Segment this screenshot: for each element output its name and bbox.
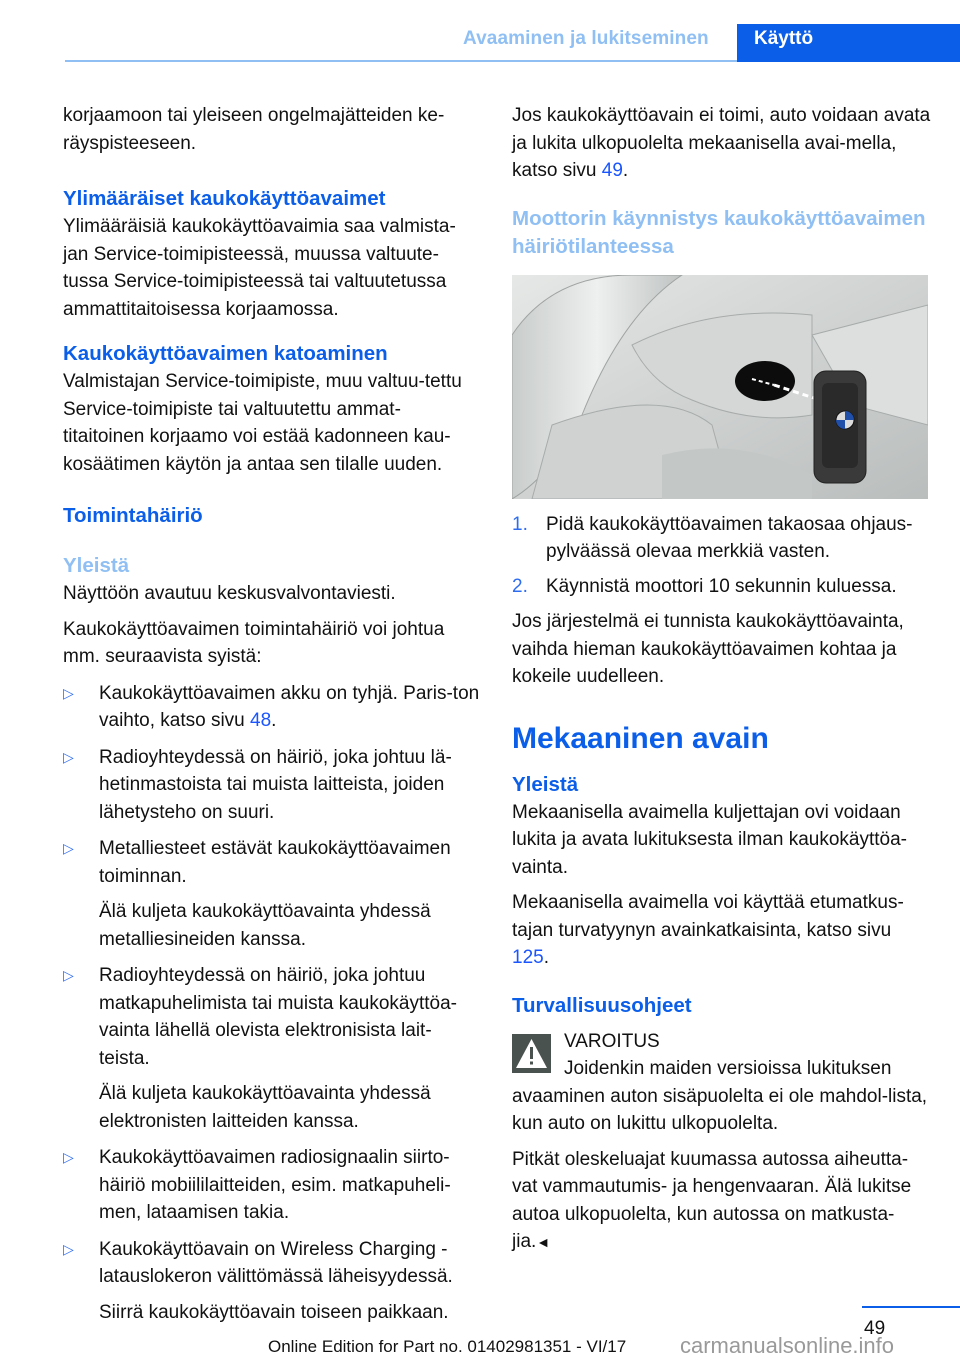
page-number: 49 xyxy=(864,1318,886,1339)
triangle-right-icon: ▷ xyxy=(63,1149,74,1165)
heading-malfunction: Toimintahäiriö xyxy=(63,504,203,527)
heading-engine-start: Moottorin käynnistys kaukokäyttöavaimen häiriötilanteessa xyxy=(512,206,926,258)
engine-start-after-text: Jos järjestelmä ei tunnista kaukokäyttöavainta, vaihda hieman kaukokäyttöavaimen kohtaa ja kokeile uudelleen. xyxy=(512,611,904,687)
extra-keys-text: Ylimääräisiä kaukokäyttöavaimia saa valmista-jan Service-toimipisteessä, muussa valtuute-tussa Service-toimipisteessä tai valtuutetussa ammattitaitoisessa korjaamossa. xyxy=(63,216,456,320)
list-item xyxy=(63,744,481,827)
list-item xyxy=(63,962,481,1135)
lost-key-text: Valmistajan Service-toimipiste, muu valtuu-tettu Service-toimipiste tai valtuutettu ammat-titaitoinen korjaamo voi estää kadonneen kau-kosäätimen käytön ja antaa sen tilalle uuden. xyxy=(63,371,462,475)
header-rule xyxy=(65,60,737,62)
mechanical-text-1: Mekaanisella avaimella kuljettajan ovi voidaan lukita ja avata lukituksesta ilman kaukokäyttöa-vainta. xyxy=(512,801,907,878)
triangle-right-icon: ▷ xyxy=(63,1240,74,1257)
list-item-text: Kaukokäyttöavaimen radiosignaalin siirto-häiriö mobiililaitteiden, esim. matkapuheli-men, lataamisen takia. xyxy=(99,1147,451,1223)
right-column xyxy=(512,102,932,1257)
warning-label: VAROITUS xyxy=(564,1030,660,1052)
right-intro xyxy=(512,102,932,185)
page-link-48[interactable]: 48 xyxy=(250,710,272,731)
edition-text: Online Edition for Part no. 01402981351 - VI/17 xyxy=(268,1337,627,1356)
subheading-general-mechanical: Yleistä xyxy=(512,772,579,796)
watermark: carmanualsonline.info xyxy=(680,1333,895,1358)
right-intro-tail: . xyxy=(622,160,629,181)
list-item-text: Radioyhteydessä on häiriö, joka johtuu matkapuhelimista tai muista kaukokäyttöa-vainta lähellä olevista elektronisista lait-teista. xyxy=(99,965,457,1069)
key-fob-illustration-icon xyxy=(512,275,928,499)
list-item-text: Kaukokäyttöavaimen akku on tyhjä. Paris-ton vaihto, katso sivu xyxy=(99,682,480,731)
page-link-49[interactable]: 49 xyxy=(601,160,623,181)
triangle-right-icon: ▷ xyxy=(63,840,74,856)
subheading-general: Yleistä xyxy=(63,554,130,577)
section-title: Avaaminen ja lukitseminen xyxy=(463,28,709,49)
left-column xyxy=(63,102,481,1326)
warning-text: Joidenkin maiden versioissa lukituksen avaaminen auton sisäpuolelta ei ole mahdol-lista, kun auto on lukittu ulkopuolelta. xyxy=(512,1058,928,1134)
step-text: Pidä kaukokäyttöavaimen takaosaa ohjaus-pylväässä olevaa merkkiä vasten. xyxy=(546,513,913,562)
intro-paragraph: korjaamoon tai yleiseen ongelmajätteiden ke-räyspisteeseen. xyxy=(63,105,445,154)
triangle-right-icon: ▷ xyxy=(63,967,74,983)
heading-mechanical-key: Mekaaninen avain xyxy=(512,721,769,755)
heading-lost-key: Kaukokäyttöavaimen katoaminen xyxy=(63,342,388,365)
step-number: 2. xyxy=(512,575,528,597)
warning-block xyxy=(512,1028,932,1257)
list-item xyxy=(63,835,481,953)
mechanical-text-2-tail: . xyxy=(543,947,549,968)
warning-body xyxy=(512,1028,932,1138)
mechanical-text-2 xyxy=(512,889,932,972)
list-item-text: Kaukokäyttöavain on Wireless Charging -latauslokeron välittömässä läheisyydessä. xyxy=(99,1238,453,1287)
footer-rule xyxy=(862,1306,960,1308)
heading-safety: Turvallisuusohjeet xyxy=(512,993,692,1017)
malfunction-text-1: Näyttöön avautuu keskusvalvontaviesti. xyxy=(63,583,396,604)
mechanical-text-2-body: Mekaanisella avaimella voi käyttää etumatkus-tajan turvatyynyn avainkatkaisinta, katso sivu xyxy=(512,892,904,941)
list-item-note: Älä kuljeta kaukokäyttöavainta yhdessä elektronisten laitteiden kanssa. xyxy=(99,1083,431,1132)
step-text: Käynnistä moottori 10 sekunnin kuluessa. xyxy=(546,575,897,597)
warning-triangle-icon xyxy=(512,1034,551,1073)
step-item xyxy=(512,573,932,601)
list-item xyxy=(63,1144,481,1227)
steering-column-key-illustration xyxy=(512,275,928,499)
list-item-text: Metalliesteet estävät kaukokäyttöavaimen toiminnan. xyxy=(99,838,451,887)
step-item xyxy=(512,511,932,566)
page-link-125[interactable]: 125 xyxy=(512,947,544,968)
end-mark-icon: ◄ xyxy=(536,1234,551,1250)
list-item xyxy=(63,1236,481,1327)
malfunction-text-2: Kaukokäyttöavaimen toimintahäiriö voi johtua mm. seuraavista syistä: xyxy=(63,618,445,667)
triangle-right-icon: ▷ xyxy=(63,684,74,701)
triangle-right-icon: ▷ xyxy=(63,748,74,765)
list-item-note: Siirrä kaukokäyttöavain toiseen paikkaan. xyxy=(99,1301,449,1323)
warning-text-2-body: Pitkät oleskeluajat kuumassa autossa aiheutta-vat vammautumis- ja hengenvaaran. Älä lukitse autoa ulkopuolelta, kun autossa on matkusta-jia. xyxy=(512,1148,912,1252)
chapter-tab xyxy=(737,24,960,62)
step-number: 1. xyxy=(512,513,528,535)
list-item-tail: . xyxy=(271,710,277,731)
heading-extra-keys: Ylimääräiset kaukokäyttöavaimet xyxy=(63,187,386,210)
list-item-text: Radioyhteydessä on häiriö, joka johtuu lä-hetinmastoista tai muista laitteista, joiden lähetysteho on suuri. xyxy=(99,746,452,823)
list-item-note: Älä kuljeta kaukokäyttöavainta yhdessä metalliesineiden kanssa. xyxy=(99,901,431,950)
right-intro-text: Jos kaukokäyttöavain ei toimi, auto voidaan avata ja lukita ulkopuolelta mekaanisella avai-mella, katso sivu xyxy=(512,105,931,181)
chapter-tab-label: Käyttö xyxy=(754,28,814,49)
warning-text-2 xyxy=(512,1146,932,1257)
list-item xyxy=(63,680,481,735)
